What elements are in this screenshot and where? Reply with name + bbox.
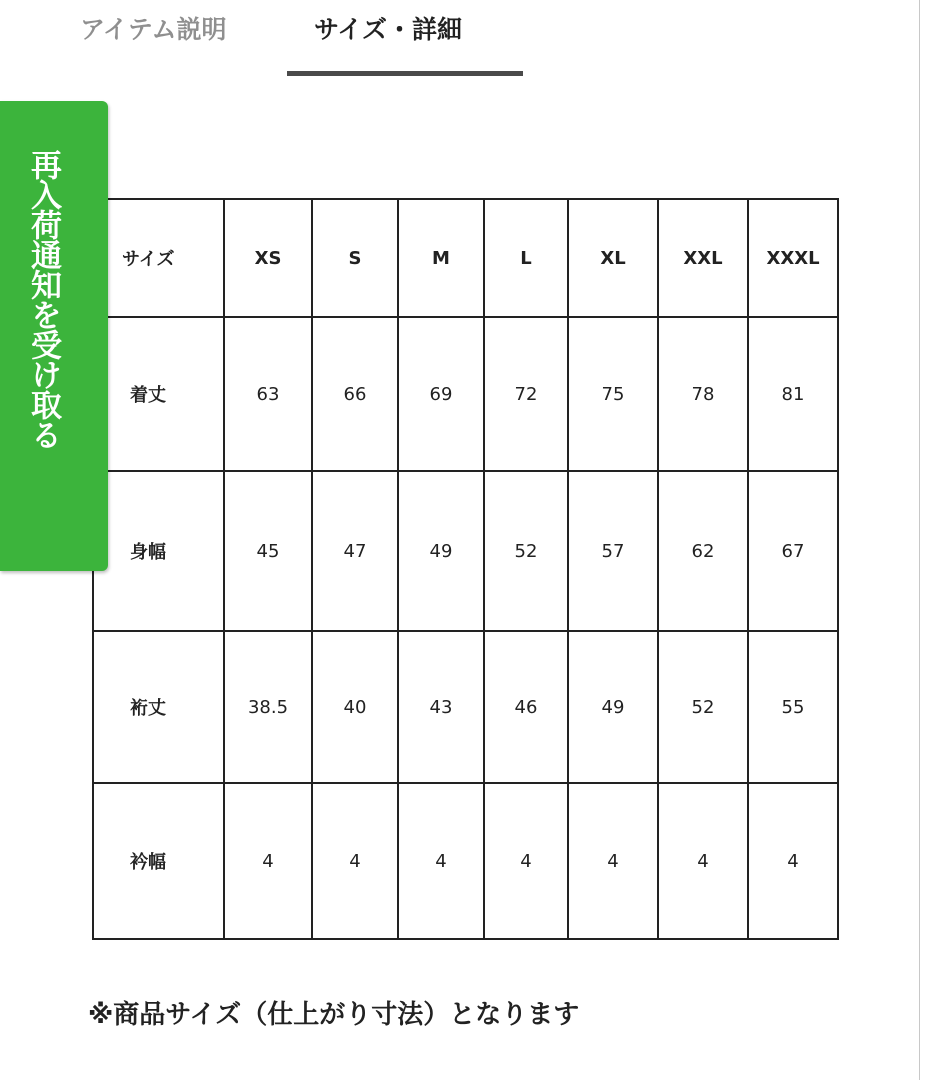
table-cell: 40	[312, 631, 398, 783]
table-cell: 66	[312, 317, 398, 471]
table-cell: 46	[484, 631, 568, 783]
row-label-sleeve: 裄丈	[93, 631, 224, 783]
restock-notification-button[interactable]	[0, 101, 108, 571]
table-cell: 4	[484, 783, 568, 939]
size-footnote: ※商品サイズ（仕上がり寸法）となります	[88, 1000, 580, 1030]
size-header-label: サイズ	[93, 199, 224, 317]
table-cell: 69	[398, 317, 484, 471]
table-cell: 52	[484, 471, 568, 631]
table-row-sleeve	[93, 631, 838, 783]
size-header-xxl: XXL	[658, 199, 748, 317]
table-cell: 81	[748, 317, 838, 471]
table-cell: 43	[398, 631, 484, 783]
table-cell: 57	[568, 471, 658, 631]
row-label-collar: 衿幅	[93, 783, 224, 939]
table-cell: 62	[658, 471, 748, 631]
page-right-border	[919, 0, 920, 1080]
size-header-row	[93, 199, 838, 317]
tab-bar	[0, 0, 919, 80]
table-cell: 4	[748, 783, 838, 939]
tab-size-details[interactable]: サイズ・詳細	[314, 15, 463, 44]
table-cell: 63	[224, 317, 312, 471]
table-row-width	[93, 471, 838, 631]
table-cell: 55	[748, 631, 838, 783]
size-header-m: M	[398, 199, 484, 317]
row-label-width: 身幅	[93, 471, 224, 631]
table-cell: 45	[224, 471, 312, 631]
size-header-xxxl: XXXL	[748, 199, 838, 317]
size-header-xl: XL	[568, 199, 658, 317]
table-cell: 38.5	[224, 631, 312, 783]
size-header-l: L	[484, 199, 568, 317]
table-cell: 4	[658, 783, 748, 939]
table-row-length	[93, 317, 838, 471]
table-cell: 49	[568, 631, 658, 783]
table-cell: 72	[484, 317, 568, 471]
row-label-length: 着丈	[93, 317, 224, 471]
table-cell: 78	[658, 317, 748, 471]
table-row-collar	[93, 783, 838, 939]
table-cell: 4	[398, 783, 484, 939]
tab-item-description[interactable]: アイテム説明	[80, 15, 227, 44]
restock-notification-label: 再入荷通知を受け取る	[25, 149, 61, 449]
table-cell: 75	[568, 317, 658, 471]
table-cell: 47	[312, 471, 398, 631]
table-cell: 4	[224, 783, 312, 939]
table-cell: 4	[568, 783, 658, 939]
table-cell: 49	[398, 471, 484, 631]
size-header-s: S	[312, 199, 398, 317]
size-chart-table	[92, 198, 839, 940]
table-cell: 52	[658, 631, 748, 783]
active-tab-indicator	[287, 71, 523, 76]
table-cell: 67	[748, 471, 838, 631]
table-cell: 4	[312, 783, 398, 939]
size-header-xs: XS	[224, 199, 312, 317]
